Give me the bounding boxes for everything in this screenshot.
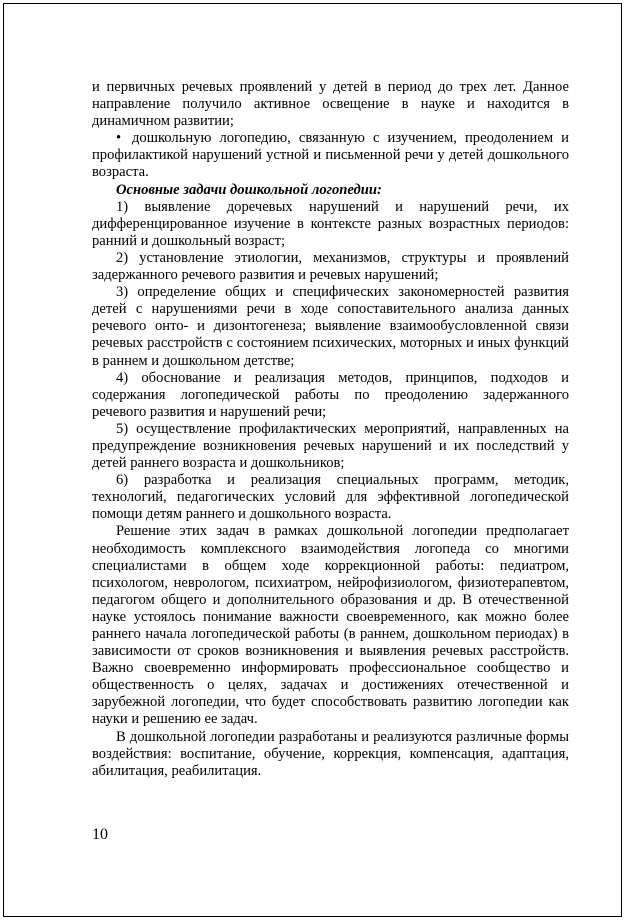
task-item-6: 6) разработка и реализация специальных программ, методик, технологий, педагогических условий для эффективной логопедической помощи детям раннего и дошкольного возраста.: [92, 472, 569, 523]
page-body: [92, 79, 569, 780]
tasks-heading: Основные задачи дошкольной логопедии:: [116, 181, 382, 198]
page-number: 10: [92, 826, 108, 843]
solution-paragraph: Решение этих задач в рамках дошкольной логопедии предполагает необходимость комплексного взаимодействия логопеда со многими специалистами в общем ходе коррекционной работы: педиатром, психологом, неврологом, психиатром, нейрофизиологом, физиотерапевтом, педагогом общего и дополнительного образования и др. В отечественной науке устоялось понимание важности своевременного, как можно более раннего начала логопедической работы (в раннем, дошкольном периодах) в зависимости от сроков возникновения и выявления речевых расстройств. Важно своевременно информировать профессиональное сообщество и общественность о целях, задачах и достижениях отечественной и зарубежной логопедии, что будет способствовать развитию логопедии как науки и решению ее задач.: [92, 523, 569, 728]
forms-paragraph: В дошкольной логопедии разработаны и реализуются различные формы воздействия: воспитание, обучение, коррекция, компенсация, адаптация, абилитация, реабилитация.: [92, 728, 569, 779]
task-item-4: 4) обоснование и реализация методов, принципов, подходов и содержания логопедической работы по преодолению задержанного речевого развития и нарушений речи;: [92, 369, 569, 420]
bullet-icon: •: [116, 130, 122, 147]
task-item-1: 1) выявление доречевых нарушений и нарушений речи, их дифференцированное изучение в контексте разных возрастных периодов: ранний и дошкольный возраст;: [92, 198, 569, 249]
bullet-text: дошкольную логопедию, связанную с изучением, преодолением и профилактикой нарушений устной и письменной речи у детей дошкольного возраста.: [92, 130, 569, 181]
bullet-paragraph: [92, 130, 569, 181]
intro-continued-paragraph: и первичных речевых проявлений у детей в период до трех лет. Данное направление получило активное освещение в науке и находится в динамичном развитии;: [92, 79, 569, 130]
task-item-2: 2) установление этиологии, механизмов, структуры и проявлений задержанного речевого развития и речевых нарушений;: [92, 249, 569, 284]
task-item-5: 5) осуществление профилактических мероприятий, направленных на предупреждение возникновения речевых нарушений и их последствий у детей раннего возраста и дошкольников;: [92, 420, 569, 472]
task-item-3: 3) определение общих и специфических закономерностей развития детей с нарушениями речи в ходе сопоставительного анализа данных речевого онто- и дизонтогенеза; выявление взаимообусловленной связи речевых расстройств с состоянием психических, моторных и иных функций в раннем и дошкольном детстве;: [92, 284, 569, 369]
